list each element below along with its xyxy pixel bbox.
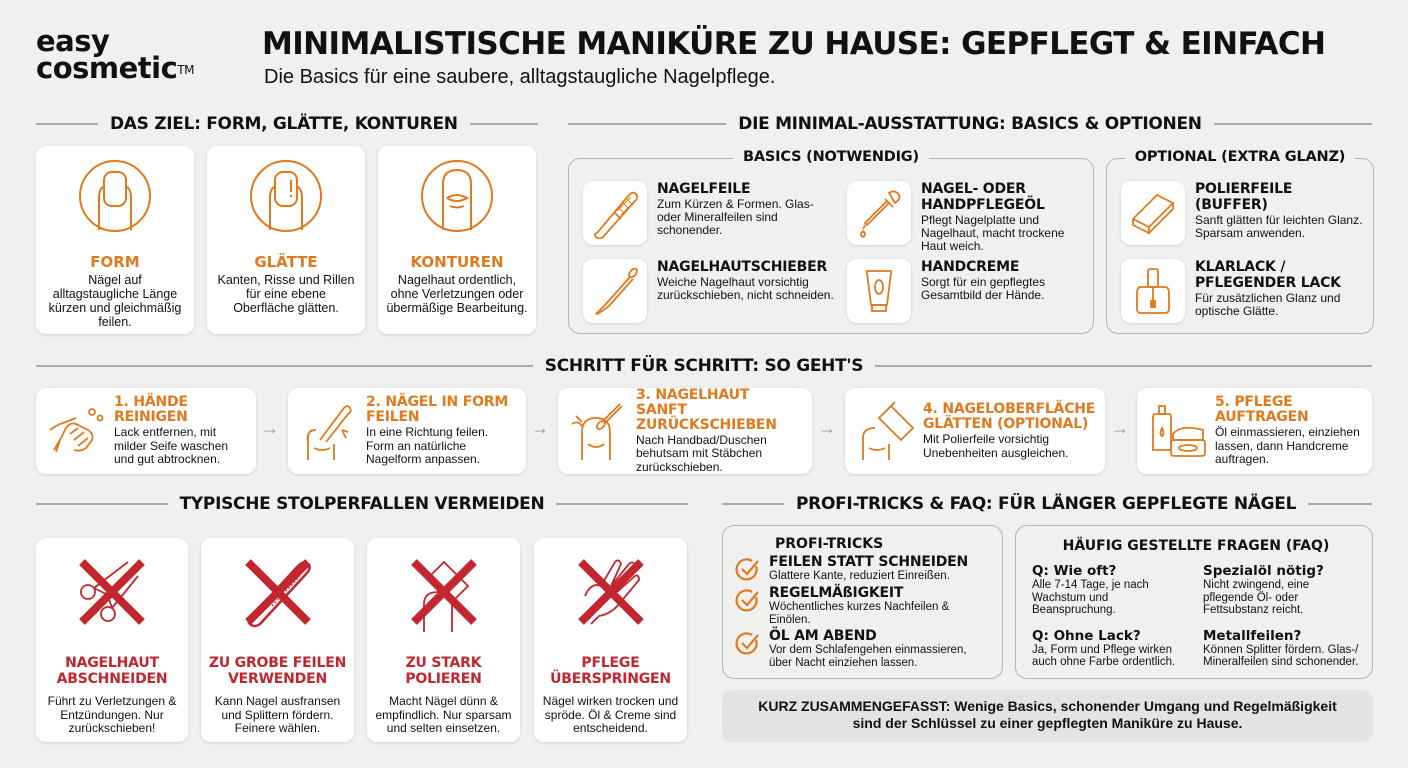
equipment-section-heading xyxy=(568,114,1372,134)
tool-pflegeoel xyxy=(847,181,1087,253)
tool-desc: Sorgt für ein gepflegtes Gesamtbild der Hände. xyxy=(921,275,1046,302)
faq-box xyxy=(1015,525,1373,679)
faq-answer: Ja, Form und Pflege wirken auch ohne Farbe ordentlich. xyxy=(1032,643,1176,668)
trick-title: ÖL AM ABEND xyxy=(769,628,877,644)
step-desc: Nach Handbad/Duschen behutsam mit Stäbchen zurückschieben. xyxy=(636,432,767,474)
goal-heading-text: DAS ZIEL: FORM, GLÄTTE, KONTUREN xyxy=(110,114,458,134)
trick-item xyxy=(735,586,992,626)
tool-name: HANDCREME xyxy=(921,259,1020,275)
tool-icon-box xyxy=(583,181,647,245)
tool-desc: Weiche Nagelhaut vorsichtig zurückschieben, nicht schneiden. xyxy=(657,275,834,302)
pitfall-card-1 xyxy=(36,538,188,742)
pitfall-desc: Kann Nagel ausfransen und Splittern fördern. Feinere wählen. xyxy=(214,694,341,735)
trick-desc: Vor dem Schlafengehen einmassieren, über Nacht einziehen lassen. xyxy=(769,644,967,669)
pitfall-name: NAGELHAUT ABSCHNEIDEN xyxy=(56,655,168,687)
trick-desc: Glattere Kante, reduziert Einreißen. xyxy=(769,570,950,582)
nail-smooth-icon xyxy=(248,158,324,234)
page-subtitle: Die Basics für eine saubere, alltagstaugliche Nagelpflege. xyxy=(264,66,776,88)
faq-item xyxy=(1032,564,1189,617)
tricks-title: PROFI-TRICKS xyxy=(775,536,884,552)
tool-icon-box xyxy=(847,181,911,245)
tool-nagelhautschieber xyxy=(583,259,843,323)
hand-crossed-icon xyxy=(571,552,651,632)
faq-item xyxy=(1032,629,1189,669)
tool-icon-box xyxy=(847,259,911,323)
pitfall-card-4 xyxy=(534,538,687,742)
divider xyxy=(568,123,726,125)
faq-question: Metallfeilen? xyxy=(1203,627,1302,644)
arrow-right-icon: → xyxy=(261,418,279,438)
divider xyxy=(722,503,784,505)
faq-title: HÄUFIG GESTELLTE FRAGEN (FAQ) xyxy=(1062,538,1330,554)
goal-card-glaette xyxy=(207,146,365,334)
faq-question: Q: Ohne Lack? xyxy=(1032,627,1141,644)
trademark: TM xyxy=(177,63,194,77)
steps-section-heading xyxy=(36,356,1372,376)
goal-card-konturen xyxy=(378,146,536,334)
tool-desc: Pflegt Nagelplatte und Nagelhaut, macht trockene Haut weich. xyxy=(921,213,1065,253)
faq-item xyxy=(1203,564,1360,617)
basics-group xyxy=(568,149,1094,334)
tool-name: NAGELFEILE xyxy=(657,181,751,197)
nail-polish-icon xyxy=(1127,265,1179,317)
tool-icon-box xyxy=(583,259,647,323)
trick-title: FEILEN STATT SCHNEIDEN xyxy=(769,554,969,570)
tool-nagelfeile xyxy=(583,181,833,245)
goal-section-heading xyxy=(36,114,538,134)
buffing-nail-icon xyxy=(855,400,917,462)
goal-name: FORM xyxy=(90,253,140,271)
buffer-block-icon xyxy=(1127,187,1179,239)
tool-name: KLARLACK / PFLEGENDER LACK xyxy=(1195,259,1341,291)
equipment-heading-text: DIE MINIMAL-AUSSTATTUNG: BASICS & OPTIONEN xyxy=(738,114,1202,134)
scissors-crossed-icon xyxy=(72,552,152,632)
nail-cuticle-icon xyxy=(419,158,495,234)
pitfall-card-2 xyxy=(201,538,354,742)
tool-klarlack xyxy=(1121,259,1366,323)
pitfall-desc: Macht Nägel dünn & empfindlich. Nur sparsam und selten einsetzen. xyxy=(375,694,512,735)
faq-answer: Nicht zwingend, eine pflegende Öl- oder Fettsubstanz reicht. xyxy=(1203,579,1310,616)
step-title: 1. HÄNDE REINIGEN xyxy=(114,394,188,426)
step-desc: Lack entfernen, mit milder Seife waschen und gut abtrocknen. xyxy=(114,425,229,467)
logo-line2: cosmetic xyxy=(36,51,178,85)
cream-tube-icon xyxy=(853,265,905,317)
pitfall-name: ZU GROBE FEILEN VERWENDEN xyxy=(208,655,347,687)
faq-answer: Alle 7-14 Tage, je nach Wachstum und Beanspruchung. xyxy=(1032,579,1149,616)
divider xyxy=(36,123,98,125)
arrow-right-icon: → xyxy=(1111,418,1129,438)
tool-desc: Für zusätzlichen Glanz und optische Glätte. xyxy=(1195,291,1341,318)
summary-box xyxy=(722,690,1373,742)
divider xyxy=(1214,123,1372,125)
step-5 xyxy=(1137,388,1372,474)
tool-handcreme xyxy=(847,259,1087,323)
check-circle-icon xyxy=(735,631,761,657)
faq-item xyxy=(1203,629,1360,669)
step-2 xyxy=(288,388,526,474)
brand-logo xyxy=(36,24,194,85)
filing-nail-icon xyxy=(298,400,360,462)
goal-desc: Kanten, Risse und Rillen für eine ebene Oberfläche glätten. xyxy=(217,273,355,315)
tool-desc: Zum Kürzen & Formen. Glas- oder Mineralfeilen sind schonender. xyxy=(657,197,814,237)
nail-file-icon xyxy=(589,187,641,239)
step-title: 2. NÄGEL IN FORM FEILEN xyxy=(366,394,509,426)
tool-icon-box xyxy=(1121,259,1185,323)
goal-desc: Nagelhaut ordentlich, ohne Verletzungen oder übermäßige Bearbeitung. xyxy=(386,273,528,315)
dropper-icon xyxy=(853,187,905,239)
nail-shape-icon xyxy=(77,158,153,234)
coarse-file-crossed-icon xyxy=(238,552,318,632)
page-title: MINIMALISTISCHE MANIKÜRE ZU HAUSE: GEPFLEGT & EINFACH xyxy=(262,26,1326,62)
pitfall-card-3 xyxy=(367,538,520,742)
goal-desc: Nägel auf alltagstaugliche Länge kürzen und gleichmäßig feilen. xyxy=(48,273,182,329)
faq-answer: Können Splitter fördern. Glas-/ Mineralfeilen sind schonender. xyxy=(1203,643,1359,668)
divider xyxy=(470,123,538,125)
oil-and-cream-icon xyxy=(1147,400,1209,462)
goal-name: KONTUREN xyxy=(410,253,504,271)
tool-desc: Sanft glätten für leichten Glanz. Sparsam anwenden. xyxy=(1195,213,1363,240)
step-1 xyxy=(36,388,256,474)
divider xyxy=(875,365,1372,367)
washing-hands-icon xyxy=(46,400,108,462)
faq-question: Spezialöl nötig? xyxy=(1203,563,1324,579)
tool-name: NAGEL- ODER HANDPFLEGEÖL xyxy=(921,181,1045,213)
step-3 xyxy=(558,388,812,474)
tool-name: NAGELHAUTSCHIEBER xyxy=(657,259,828,275)
pitfalls-section-heading xyxy=(36,494,688,514)
divider xyxy=(36,365,533,367)
buffer-crossed-icon xyxy=(404,552,484,632)
trick-item xyxy=(735,555,992,583)
tool-polierfeile xyxy=(1121,181,1366,245)
optional-title: OPTIONAL (EXTRA GLANZ) xyxy=(1125,149,1356,165)
arrow-right-icon: → xyxy=(818,418,836,438)
divider xyxy=(1308,503,1372,505)
summary-line-2: sind der Schlüssel zu einer gepflegten Maniküre zu Hause. xyxy=(852,715,1243,731)
step-title: 3. NAGELHAUT SANFT ZURÜCKSCHIEBEN xyxy=(636,386,777,433)
trick-item xyxy=(735,629,992,669)
faq-question: Q: Wie oft? xyxy=(1032,563,1117,579)
trick-title: REGELMÄßIGKEIT xyxy=(769,585,904,601)
profi-tricks-box xyxy=(722,525,1003,679)
tips-section-heading xyxy=(722,494,1372,514)
step-4 xyxy=(845,388,1105,474)
divider xyxy=(36,503,168,505)
pitfalls-heading-text: TYPISCHE STOLPERFALLEN VERMEIDEN xyxy=(179,494,545,514)
tool-name: POLIERFEILE (BUFFER) xyxy=(1195,181,1293,213)
pitfall-name: ZU STARK POLIEREN xyxy=(405,655,482,687)
step-desc: In eine Richtung feilen. Form an natürliche Nagelform anpassen. xyxy=(366,425,489,467)
summary-line-1: KURZ ZUSAMMENGEFASST: Wenige Basics, schonender Umgang und Regelmäßigkeit xyxy=(758,698,1337,714)
arrow-right-icon: → xyxy=(531,418,549,438)
divider xyxy=(556,503,688,505)
check-circle-icon xyxy=(735,588,761,614)
cuticle-pusher-icon xyxy=(589,265,641,317)
goal-card-form xyxy=(36,146,194,334)
step-title: 4. NAGELOBERFLÄCHE GLÄTTEN (OPTIONAL) xyxy=(923,401,1096,432)
tips-heading-text: PROFI-TRICKS & FAQ: FÜR LÄNGER GEPFLEGTE NÄGEL xyxy=(796,494,1297,514)
steps-heading-text: SCHRITT FÜR SCHRITT: SO GEHT'S xyxy=(544,356,864,376)
step-desc: Öl einmassieren, einziehen lassen, dann Handcreme auftragen. xyxy=(1215,425,1360,467)
trick-desc: Wöchentliches kurzes Nachfeilen & Einölen. xyxy=(769,601,950,626)
step-title: 5. PFLEGE AUFTRAGEN xyxy=(1215,394,1309,426)
pitfall-name: PFLEGE ÜBERSPRINGEN xyxy=(550,655,671,687)
pitfall-desc: Führt zu Verletzungen & Entzündungen. Nur zurückschieben! xyxy=(47,694,177,735)
pushing-cuticle-icon xyxy=(568,400,630,462)
pitfall-desc: Nägel wirken trocken und spröde. Öl & Creme sind entscheidend. xyxy=(542,694,679,735)
check-circle-icon xyxy=(735,557,761,583)
tool-icon-box xyxy=(1121,181,1185,245)
goal-name: GLÄTTE xyxy=(254,253,318,271)
logo-line1: easy xyxy=(36,24,110,58)
basics-title: BASICS (NOTWENDIG) xyxy=(733,149,929,165)
optional-group xyxy=(1106,149,1374,334)
step-desc: Mit Polierfeile vorsichtig Unebenheiten ausgleichen. xyxy=(923,432,1069,460)
